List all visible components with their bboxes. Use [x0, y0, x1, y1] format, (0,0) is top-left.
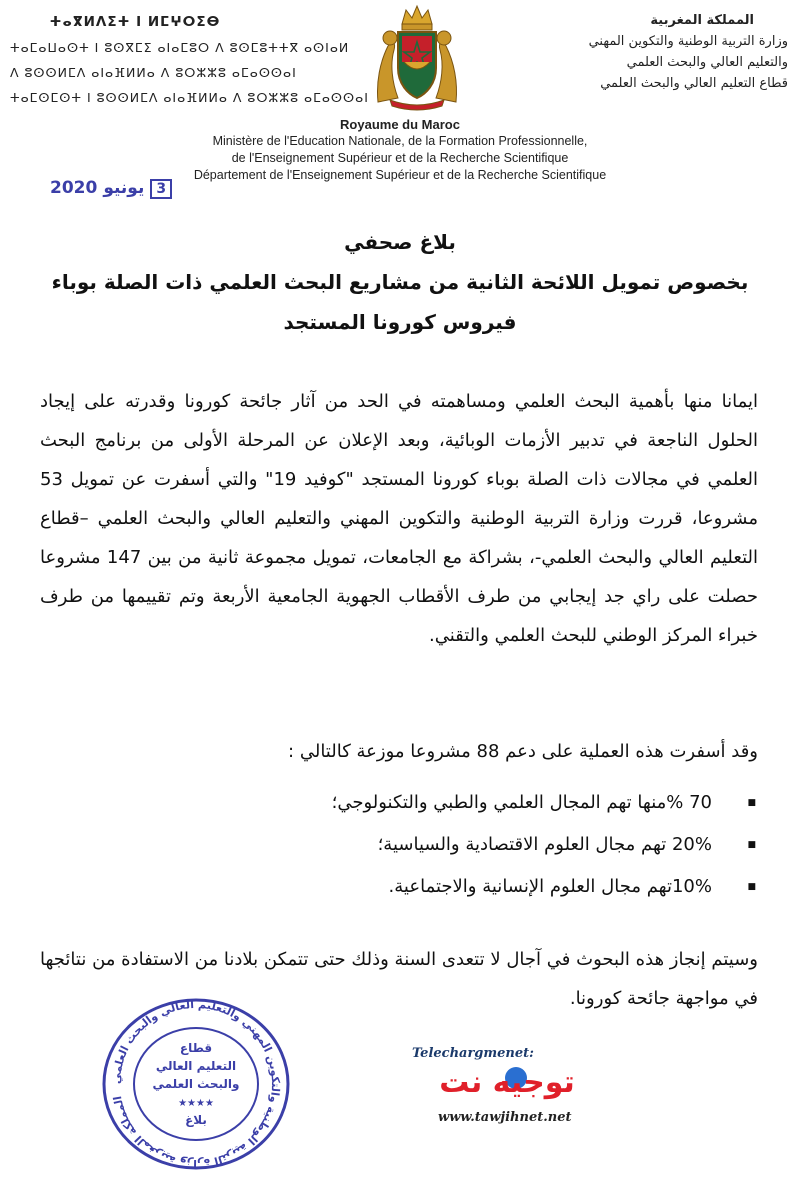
french-header-line: Ministère de l'Education Nationale, de la Formation Professionnelle,	[212, 134, 588, 148]
list-item: ■ 10%تهم مجال العلوم الإنسانية والاجتماعية.	[200, 866, 758, 908]
tifinagh-line: ⵜⴰⵎⴰⵡⴰⵙⵜ ⵏ ⵓⵙⴳⵎⵉ ⴰⵏⴰⵎⵓⵔ ⴷ ⵓⵙⵎⵓⵜⵜⴳ ⴰⵙⵏⴰⵍ	[10, 40, 350, 55]
official-stamp	[98, 996, 294, 1172]
date-month: يونيو	[103, 178, 145, 198]
arabic-header-line: والتعليم العالي والبحث العلمي	[626, 55, 788, 70]
list-item: ■ 70 %منها تهم المجال العلمي والطبي والتكنولوجي؛	[200, 782, 758, 824]
french-header-line: Royaume du Maroc	[340, 117, 460, 132]
website-url[interactable]: www.tawjihnet.net	[438, 1110, 572, 1125]
tifinagh-line: ⵜⴰⵎⵙⵎⵙⵜ ⵏ ⵓⵙⵙⵍⵎⴷ ⴰⵏⴰⴼⵍⵍⴰ ⴷ ⵓⵔⵣⵣⵓ ⴰⵎⴰⵙⵙⴰⵏ	[10, 90, 369, 105]
tifinagh-line: ⵜⴰⴳⵍⴷⵉⵜ ⵏ ⵍⵎⵖⵔⵉⴱ	[49, 14, 221, 30]
watermark-label: Telechargmenet:	[412, 1046, 534, 1061]
body-paragraph: ايمانا منها بأهمية البحث العلمي ومساهمته في الحد من آثار جائحة كورونا وقدرته على إيجاد الحلول الناجعة في تدبير الأزمات الوبائية، وبعد الإعلان عن المرحلة الأولى من برنامج البحث العلمي في مجالات ذات الصلة بوباء كورونا المستجد "كوفيد 19" والتي أسفرت عن تمويل 53 مشروعا، قررت وزارة التربية الوطنية والتكوين المهني والتعليم العالي والبحث العلمي –قطاع التعليم العالي والبحث العلمي-، بشراكة مع الجامعات، تمويل مجموعة ثانية من بين 147 مشروعا حصلت على راي جد إيجابي من طرف الأقطاب الجهوية الجامعية الأربعة وتم تقييمها من طرف خبراء المركز الوطني للبحث العلمي والتقني.	[40, 391, 758, 646]
french-header-line: Département de l'Enseignement Supérieur et de la Recherche Scientifique	[193, 168, 607, 182]
date-stamp	[44, 178, 172, 198]
document-subject-line: فيروس كورونا المستجد	[283, 310, 517, 334]
body-paragraph: وسيتم إنجاز هذه البحوث في آجال لا تتعدى السنة وذلك حتى تتمكن بلادنا من الاستفادة من نتائجها في مواجهة جائحة كورونا.	[40, 949, 758, 1009]
distribution-list	[200, 782, 758, 908]
stamp-line: والبحث العلمي	[152, 1077, 240, 1091]
tifinagh-line: ⴷ ⵓⵙⵙⵍⵎⴷ ⴰⵏⴰⴼⵍⵍⴰ ⴷ ⵓⵔⵣⵣⵓ ⴰⵎⴰⵙⵙⴰⵏ	[10, 65, 297, 80]
french-header	[0, 116, 800, 184]
stamp-stars: ★★★★	[178, 1098, 214, 1109]
arabic-header	[488, 10, 788, 94]
document-title: بلاغ صحفي	[344, 230, 456, 254]
tifinagh-header	[10, 10, 369, 110]
body-paragraph: وقد أسفرت هذه العملية على دعم 88 مشروعا موزعة كالتالي :	[288, 741, 758, 762]
date-day: 3	[150, 179, 172, 199]
list-item: ■ 20% تهم مجال العلوم الاقتصادية والسياسية؛	[200, 824, 758, 866]
date-year: 2020	[50, 178, 98, 198]
arabic-header-line: وزارة التربية الوطنية والتكوين المهني	[588, 34, 788, 49]
tawjihnet-logo	[432, 1060, 582, 1104]
royal-emblem-icon	[372, 2, 462, 110]
stamp-line: بلاغ	[185, 1113, 207, 1127]
arabic-header-line: المملكة المغربية	[650, 13, 754, 28]
document-subject-line: بخصوص تمويل اللائحة الثانية من مشاريع البحث العلمي ذات الصلة بوباء	[51, 270, 749, 294]
stamp-line: التعليم العالي	[155, 1059, 237, 1073]
document-titles	[20, 222, 780, 342]
logo-text: توجيه نت	[439, 1065, 575, 1100]
stamp-ring-text: المملكة المغربية وزارة التربية الوطنية والتكوين المهني والتعليم العالي والبحث العلمي	[109, 997, 283, 1171]
stamp-line: قطاع	[179, 1041, 213, 1055]
french-header-line: de l'Enseignement Supérieur et de la Recherche Scientifique	[231, 151, 569, 165]
arabic-header-line: قطاع التعليم العالي والبحث العلمي	[600, 76, 788, 91]
